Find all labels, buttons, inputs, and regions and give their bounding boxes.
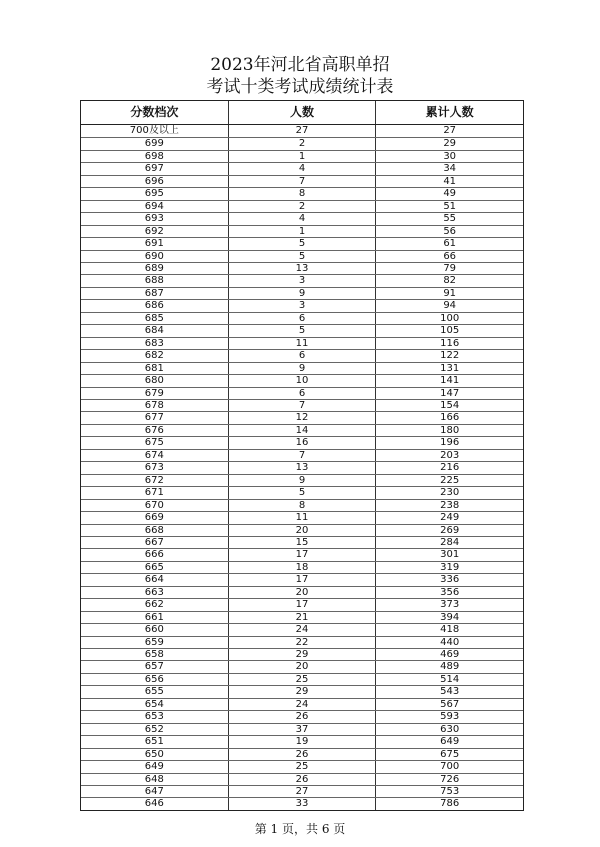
cell-count: 10 xyxy=(228,375,376,386)
cell-count: 11 xyxy=(228,338,376,349)
cell-score-level: 669 xyxy=(144,512,164,524)
cell-cumulative-count: 649 xyxy=(375,736,523,747)
page-footer: 第 1 页，共 6 页 xyxy=(254,822,346,836)
cell-cumulative-count: 284 xyxy=(375,537,523,548)
cell-count: 4 xyxy=(228,163,376,174)
table-row xyxy=(81,698,523,710)
cell-count: 25 xyxy=(228,674,376,685)
table-row xyxy=(81,524,523,536)
cell-count: 2 xyxy=(228,201,376,212)
cell-cumulative-count: 79 xyxy=(375,263,523,274)
cell-score-level: 692 xyxy=(144,225,164,237)
cell-score-level: 664 xyxy=(144,574,164,586)
cell-cumulative-count: 269 xyxy=(375,525,523,536)
cell-cumulative-count: 51 xyxy=(375,201,523,212)
cell-cumulative-count: 82 xyxy=(375,275,523,286)
cell-cumulative-count: 180 xyxy=(375,425,523,436)
cell-score-level: 695 xyxy=(144,188,164,200)
cell-cumulative-count: 100 xyxy=(375,313,523,324)
cell-count: 5 xyxy=(228,251,376,262)
cell-score-level: 665 xyxy=(144,561,164,573)
table-row xyxy=(81,461,523,473)
table-row xyxy=(81,735,523,747)
cell-cumulative-count: 225 xyxy=(375,475,523,486)
document-title-line1: 2023年河北省高职单招 xyxy=(210,55,390,75)
cell-score-level: 663 xyxy=(144,586,164,598)
cell-count: 5 xyxy=(228,238,376,249)
table-row xyxy=(81,449,523,461)
document-title-line2: 考试十类考试成绩统计表 xyxy=(206,77,394,97)
table-row xyxy=(81,548,523,560)
cell-cumulative-count: 593 xyxy=(375,711,523,722)
table-row xyxy=(81,262,523,274)
cell-cumulative-count: 543 xyxy=(375,686,523,697)
cell-score-level: 678 xyxy=(144,399,164,411)
cell-cumulative-count: 356 xyxy=(375,587,523,598)
cell-count: 27 xyxy=(228,786,376,797)
cell-count: 7 xyxy=(228,176,376,187)
table-row xyxy=(81,212,523,224)
cell-score-level: 652 xyxy=(144,723,164,735)
cell-count: 1 xyxy=(228,226,376,237)
table-row xyxy=(81,785,523,797)
cell-count: 6 xyxy=(228,313,376,324)
table-row xyxy=(81,125,523,137)
cell-score-level: 697 xyxy=(144,163,164,175)
cell-count: 4 xyxy=(228,213,376,224)
table-row xyxy=(81,598,523,610)
cell-score-level: 649 xyxy=(144,761,164,773)
header-score-level: 分数档次 xyxy=(130,105,179,119)
cell-count: 5 xyxy=(228,325,376,336)
cell-count: 37 xyxy=(228,724,376,735)
cell-count: 20 xyxy=(228,525,376,536)
cell-count: 20 xyxy=(228,587,376,598)
table-row xyxy=(81,299,523,311)
cell-cumulative-count: 56 xyxy=(375,226,523,237)
cell-cumulative-count: 49 xyxy=(375,188,523,199)
cell-count: 18 xyxy=(228,562,376,573)
cell-cumulative-count: 166 xyxy=(375,412,523,423)
table-row xyxy=(81,573,523,585)
cell-count: 25 xyxy=(228,761,376,772)
cell-cumulative-count: 440 xyxy=(375,637,523,648)
cell-cumulative-count: 373 xyxy=(375,599,523,610)
cell-cumulative-count: 131 xyxy=(375,363,523,374)
table-row xyxy=(81,225,523,237)
cell-count: 33 xyxy=(228,798,376,809)
cell-count: 17 xyxy=(228,599,376,610)
cell-score-level: 650 xyxy=(144,748,164,760)
table-row xyxy=(81,710,523,722)
table-row xyxy=(81,474,523,486)
cell-score-level: 682 xyxy=(144,350,164,362)
table-row xyxy=(81,399,523,411)
table-row xyxy=(81,362,523,374)
cell-cumulative-count: 30 xyxy=(375,151,523,162)
cell-cumulative-count: 41 xyxy=(375,176,523,187)
table-row xyxy=(81,648,523,660)
cell-cumulative-count: 230 xyxy=(375,487,523,498)
cell-count: 13 xyxy=(228,462,376,473)
cell-score-level: 689 xyxy=(144,262,164,274)
cell-count: 3 xyxy=(228,300,376,311)
cell-count: 16 xyxy=(228,437,376,448)
cell-count: 22 xyxy=(228,637,376,648)
cell-score-level: 688 xyxy=(144,275,164,287)
cell-score-level: 668 xyxy=(144,524,164,536)
cell-cumulative-count: 122 xyxy=(375,350,523,361)
header-cumulative-count: 累计人数 xyxy=(375,101,523,124)
cell-count: 12 xyxy=(228,412,376,423)
cell-count: 7 xyxy=(228,400,376,411)
cell-cumulative-count: 116 xyxy=(375,338,523,349)
cell-count: 6 xyxy=(228,350,376,361)
cell-cumulative-count: 630 xyxy=(375,724,523,735)
cell-score-level: 694 xyxy=(144,200,164,212)
cell-score-level: 667 xyxy=(144,536,164,548)
cell-cumulative-count: 34 xyxy=(375,163,523,174)
cell-cumulative-count: 147 xyxy=(375,388,523,399)
cell-score-level: 655 xyxy=(144,686,164,698)
cell-score-level: 679 xyxy=(144,387,164,399)
table-row xyxy=(81,685,523,697)
cell-count: 17 xyxy=(228,549,376,560)
table-row xyxy=(81,660,523,672)
cell-cumulative-count: 238 xyxy=(375,500,523,511)
cell-cumulative-count: 29 xyxy=(375,138,523,149)
table-row xyxy=(81,623,523,635)
cell-cumulative-count: 700 xyxy=(375,761,523,772)
cell-count: 11 xyxy=(228,512,376,523)
cell-score-level: 680 xyxy=(144,375,164,387)
cell-score-level: 698 xyxy=(144,150,164,162)
cell-count: 14 xyxy=(228,425,376,436)
table-header-row xyxy=(81,101,523,125)
cell-count: 1 xyxy=(228,151,376,162)
table-row xyxy=(81,773,523,785)
cell-cumulative-count: 196 xyxy=(375,437,523,448)
cell-score-level: 691 xyxy=(144,238,164,250)
cell-count: 3 xyxy=(228,275,376,286)
cell-cumulative-count: 319 xyxy=(375,562,523,573)
cell-count: 13 xyxy=(228,263,376,274)
cell-count: 5 xyxy=(228,487,376,498)
cell-cumulative-count: 489 xyxy=(375,661,523,672)
table-row xyxy=(81,250,523,262)
table-row xyxy=(81,486,523,498)
table-row xyxy=(81,374,523,386)
table-row xyxy=(81,499,523,511)
table-row xyxy=(81,237,523,249)
table-row xyxy=(81,137,523,149)
cell-score-level: 696 xyxy=(144,175,164,187)
cell-score-level: 657 xyxy=(144,661,164,673)
cell-count: 24 xyxy=(228,699,376,710)
table-row xyxy=(81,673,523,685)
table-row xyxy=(81,436,523,448)
table-row xyxy=(81,760,523,772)
cell-score-level: 676 xyxy=(144,424,164,436)
table-row xyxy=(81,324,523,336)
cell-score-level: 690 xyxy=(144,250,164,262)
cell-cumulative-count: 66 xyxy=(375,251,523,262)
cell-cumulative-count: 141 xyxy=(375,375,523,386)
cell-score-level: 662 xyxy=(144,599,164,611)
cell-score-level: 687 xyxy=(144,287,164,299)
cell-score-level: 659 xyxy=(144,636,164,648)
table-row xyxy=(81,561,523,573)
cell-count: 26 xyxy=(228,749,376,760)
cell-count: 6 xyxy=(228,388,376,399)
table-row xyxy=(81,748,523,760)
cell-score-level: 677 xyxy=(144,412,164,424)
table-row xyxy=(81,723,523,735)
cell-cumulative-count: 726 xyxy=(375,774,523,785)
cell-cumulative-count: 94 xyxy=(375,300,523,311)
cell-cumulative-count: 567 xyxy=(375,699,523,710)
cell-cumulative-count: 786 xyxy=(375,798,523,809)
cell-score-level: 656 xyxy=(144,673,164,685)
cell-count: 17 xyxy=(228,574,376,585)
cell-cumulative-count: 61 xyxy=(375,238,523,249)
cell-score-level: 674 xyxy=(144,449,164,461)
cell-count: 7 xyxy=(228,450,376,461)
table-row xyxy=(81,511,523,523)
table-row xyxy=(81,175,523,187)
cell-score-level: 661 xyxy=(144,611,164,623)
cell-score-level: 684 xyxy=(144,325,164,337)
cell-cumulative-count: 27 xyxy=(375,125,523,137)
cell-cumulative-count: 336 xyxy=(375,574,523,585)
cell-count: 9 xyxy=(228,288,376,299)
cell-score-level: 686 xyxy=(144,300,164,312)
cell-cumulative-count: 216 xyxy=(375,462,523,473)
cell-count: 26 xyxy=(228,774,376,785)
table-row xyxy=(81,200,523,212)
cell-count: 27 xyxy=(228,125,376,137)
cell-count: 8 xyxy=(228,188,376,199)
cell-count: 29 xyxy=(228,686,376,697)
table-row xyxy=(81,287,523,299)
cell-score-level: 683 xyxy=(144,337,164,349)
table-row xyxy=(81,536,523,548)
cell-count: 8 xyxy=(228,500,376,511)
cell-cumulative-count: 469 xyxy=(375,649,523,660)
cell-count: 19 xyxy=(228,736,376,747)
cell-count: 24 xyxy=(228,624,376,635)
table-row xyxy=(81,411,523,423)
cell-cumulative-count: 675 xyxy=(375,749,523,760)
cell-cumulative-count: 154 xyxy=(375,400,523,411)
cell-score-level: 654 xyxy=(144,698,164,710)
cell-count: 21 xyxy=(228,612,376,623)
table-row xyxy=(81,797,523,809)
cell-score-level: 673 xyxy=(144,462,164,474)
cell-cumulative-count: 249 xyxy=(375,512,523,523)
cell-score-level: 651 xyxy=(144,736,164,748)
cell-score-level: 693 xyxy=(144,213,164,225)
cell-score-level: 647 xyxy=(144,786,164,798)
table-row xyxy=(81,150,523,162)
cell-cumulative-count: 55 xyxy=(375,213,523,224)
cell-count: 9 xyxy=(228,475,376,486)
cell-score-level: 681 xyxy=(144,362,164,374)
table-row xyxy=(81,611,523,623)
table-row xyxy=(81,349,523,361)
cell-count: 9 xyxy=(228,363,376,374)
cell-count: 20 xyxy=(228,661,376,672)
cell-score-level: 660 xyxy=(144,624,164,636)
cell-score-level: 658 xyxy=(144,649,164,661)
cell-score-level: 670 xyxy=(144,499,164,511)
header-count: 人数 xyxy=(228,101,376,124)
table-row xyxy=(81,586,523,598)
cell-cumulative-count: 91 xyxy=(375,288,523,299)
table-row xyxy=(81,274,523,286)
cell-cumulative-count: 418 xyxy=(375,624,523,635)
table-row xyxy=(81,337,523,349)
table-row xyxy=(81,187,523,199)
cell-count: 15 xyxy=(228,537,376,548)
cell-score-level: 648 xyxy=(144,773,164,785)
cell-score-level: 671 xyxy=(144,487,164,499)
cell-score-level: 700及以上 xyxy=(129,125,179,136)
table-row xyxy=(81,162,523,174)
table-row xyxy=(81,636,523,648)
cell-count: 29 xyxy=(228,649,376,660)
table-row xyxy=(81,312,523,324)
table-row xyxy=(81,424,523,436)
cell-score-level: 675 xyxy=(144,437,164,449)
cell-cumulative-count: 514 xyxy=(375,674,523,685)
cell-score-level: 685 xyxy=(144,312,164,324)
cell-cumulative-count: 301 xyxy=(375,549,523,560)
cell-cumulative-count: 394 xyxy=(375,612,523,623)
cell-score-level: 666 xyxy=(144,549,164,561)
cell-cumulative-count: 105 xyxy=(375,325,523,336)
cell-count: 2 xyxy=(228,138,376,149)
cell-score-level: 672 xyxy=(144,474,164,486)
cell-score-level: 699 xyxy=(144,138,164,150)
cell-score-level: 653 xyxy=(144,711,164,723)
cell-cumulative-count: 203 xyxy=(375,450,523,461)
table-row xyxy=(81,387,523,399)
cell-cumulative-count: 753 xyxy=(375,786,523,797)
cell-score-level: 646 xyxy=(144,798,164,810)
score-statistics-table xyxy=(80,100,524,811)
cell-count: 26 xyxy=(228,711,376,722)
